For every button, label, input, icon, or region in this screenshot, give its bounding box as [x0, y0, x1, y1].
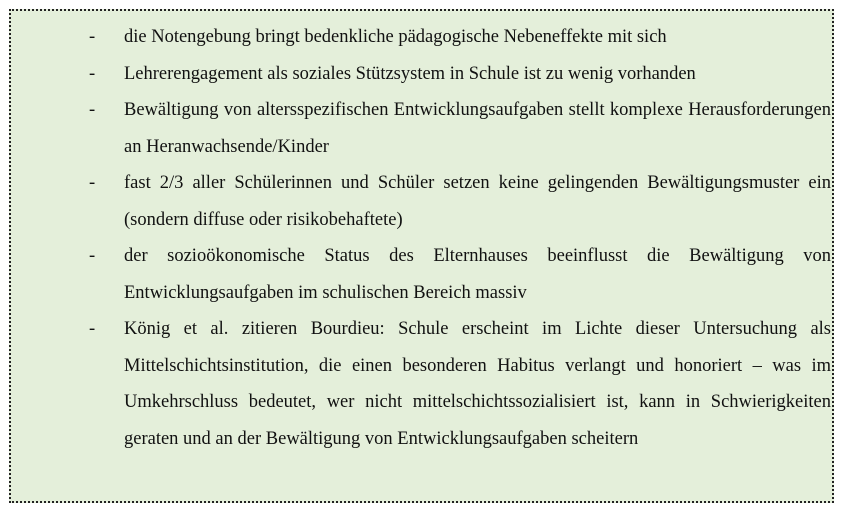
list-item-text: fast 2/3 aller Schülerinnen und Schüler setzen keine gelingenden Bewältigungsmuster ein (sondern diffuse oder risikobehaftete): [124, 173, 831, 230]
list-item: [89, 165, 831, 238]
list-item-text: Lehrerengagement als soziales Stützsystem in Schule ist zu wenig vorhanden: [124, 63, 696, 84]
bullet-dash: -: [89, 173, 96, 193]
list-item-text: der sozioökonomische Status des Elternhauses beeinflusst die Bewältigung von Entwicklungsaufgaben im schulischen Bereich massiv: [124, 246, 831, 303]
list-item-text: König et al. zitieren Bourdieu: Schule erscheint im Lichte dieser Untersuchung als Mittelschichtsinstitution, die einen besonderen Habitus verlangt und honoriert – was im Umkehrschluss bedeutet, wer nicht mittelschichtssozialisiert ist, kann in Schwierigkeiten geraten und an der Bewältigung von Entwicklungsaufgaben scheitern: [124, 319, 831, 449]
list-item-text: Bewältigung von altersspezifischen Entwicklungsaufgaben stellt komplexe Herausforderungen an Heranwachsende/Kinder: [124, 100, 831, 157]
list-item: [89, 92, 831, 165]
bullet-dash: -: [89, 246, 96, 266]
list-item-text: die Notengebung bringt bedenkliche pädagogische Nebeneffekte mit sich: [124, 27, 667, 47]
list-item: [89, 19, 831, 56]
bullet-dash: -: [89, 63, 96, 84]
findings-list: [89, 19, 831, 457]
findings-box: [9, 9, 834, 503]
bullet-dash: -: [89, 100, 96, 120]
list-item: [89, 238, 831, 311]
bullet-dash: -: [89, 27, 96, 47]
list-item: [89, 56, 831, 93]
bullet-dash: -: [89, 319, 96, 339]
list-item: [89, 311, 831, 457]
